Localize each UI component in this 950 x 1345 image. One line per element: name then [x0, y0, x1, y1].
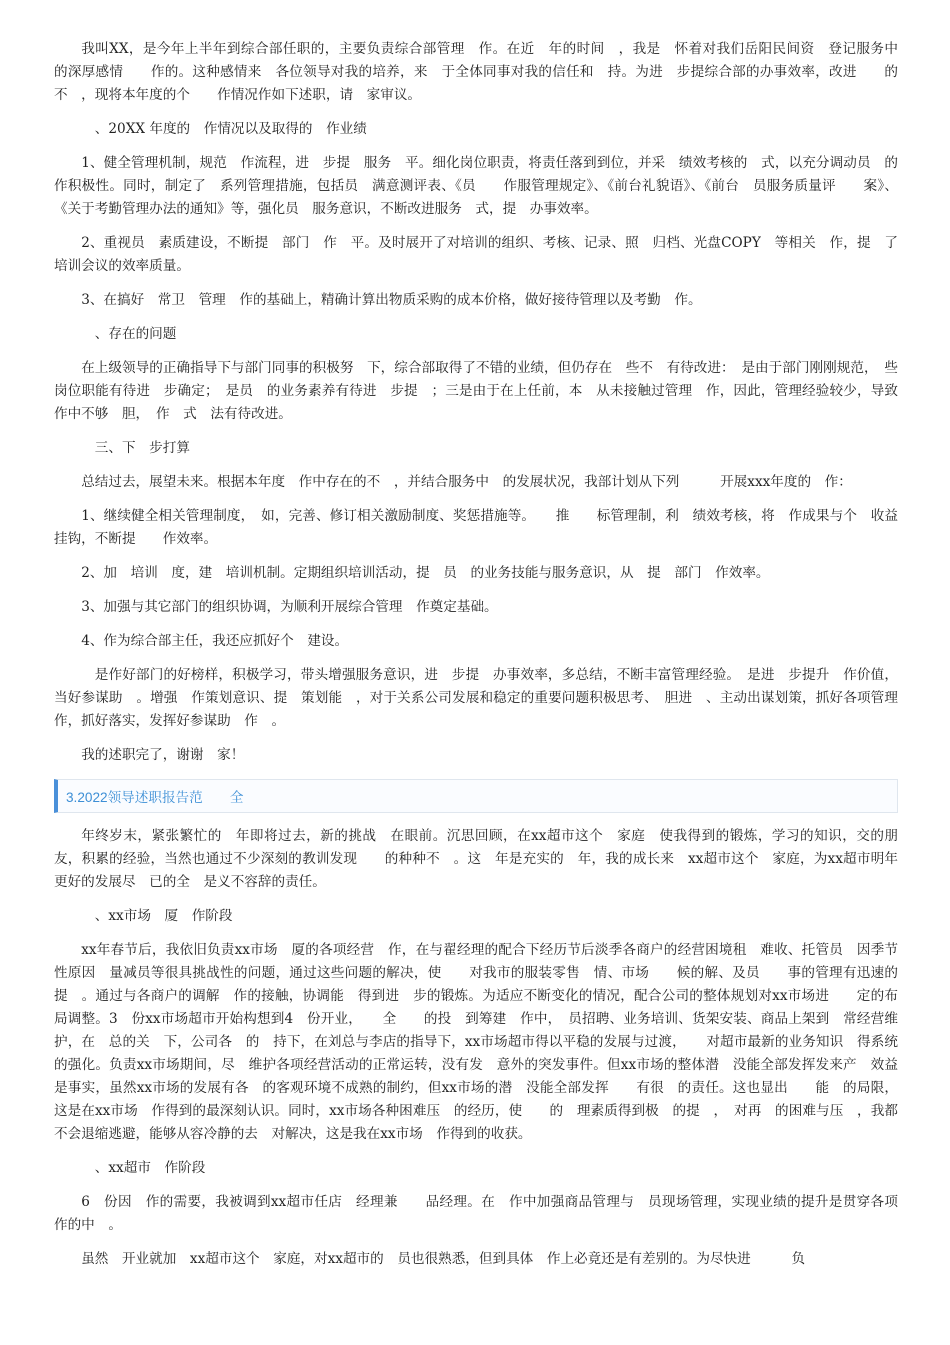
list-item: 3、在搞好 常卫 管理 作的基础上，精确计算出物质采购的成本价格，做好接待管理以及考勤 作。: [81, 292, 702, 308]
section-heading-market: 、xx市场 厦 作阶段: [94, 908, 233, 924]
section-heading-next-plan: 三、下 步打算: [94, 440, 190, 456]
supermarket-paragraph: 6 份因 作的需要，我被调到xx超市任店 经理兼 品经理。在 作中加强商品管理与 员现场管理，实现业绩的提升是贯穿各项 作的中 。: [54, 1194, 912, 1233]
plan4-detail-paragraph: 是作好部门的好榜样，积极学习，带头增强服务意识，进 步提 办事效率，多总结，不断丰富管理经验。 是进 步提升 作价值，当好参谋助 。增强 作策划意识、提 策划能 ，对于关系公司发展和稳定的重要问题积极思考、 胆进 、主动出谋划策，抓好各项管理 作，抓好落实，发挥好参谋助 作 。: [54, 667, 912, 729]
intro-paragraph-2: 年终岁末，紧张繁忙的 年即将过去，新的挑战 在眼前。沉思回顾，在xx超市这个 家庭 使我得到的锻炼，学习的知识，交的朋友，积累的经验，当然也通过不少深刻的教训发现 的种种不 。这 年是充实的 年，我的成长来 xx超市这个 家庭，为xx超市明年更好的发展尽 已的全 是义不容辞的责任。: [54, 828, 898, 890]
market-paragraph: xx年春节后，我依旧负责xx市场 厦的各项经营 作，在与翟经理的配合下经历节后淡季各商户的经营困境租 难收、托管员 因季节性原因 量减员等很具挑战性的问题，通过这些问题的解决，使 对我市的服装零售 情、市场 候的解、及员 事的管理有迅速的提 。通过与各商户的调解 作的接触，协调能 得到进 步的锻炼。为适应不断变化的情况，配合公司的整体规划对xx市场进 定的布局调整。3 份xx市场超市开始构想到4 份开业， 全 的投 到筹建 作中， 员招聘、业务培训、货架安装、商品上架到 常经营维护，在 总的关 下，公司各 的 持下，在刘总与李店的指导下，xx市场超市得以平稳的发展与过渡， 对超市最新的业务知识 得系统的强化。负责xx市场期间，尽 维护各项经营活动的正常运转，没有发 意外的突发事件。但xx市场的整体潜 没能全部发挥发来产 效益是事实，虽然xx市场的发展有各 的客观环境不成熟的制约，但xx市场的潜 没能全部发挥 有很 的责任。这也显出 能 的局限，这是在xx市场 作得到的最深刻认识。同时，xx市场各种困难压 的经历，使 的 理素质得到极 的提 ， 对再 的困难与压 ，我都不会退缩逃避，能够从容冷静的去 对解决，这是我在xx市场 作得到的收获。: [54, 942, 898, 1142]
section-heading-problems: 、存在的问题: [94, 326, 177, 342]
list-item: 4、作为综合部主任，我还应抓好个 建设。: [81, 633, 349, 649]
section-title-bar: [54, 779, 898, 813]
document-page: [54, 38, 912, 1271]
intro-paragraph: 我叫XX，是今年上半年到综合部任职的，主要负责综合部管理 作。在近 年的时间 ，我是 怀着对我们岳阳民间资 登记服务中 的深厚感情 作的。这种感情来 各位领导对我的培养，来 于全体同事对我的信任和 持。为进 步提综合部的办事效率，改进 的不 ，现将本年度的个 作情况作如下述职，请 家审议。: [54, 41, 912, 103]
list-item: 1、健全管理机制，规范 作流程，进 步提 服务 平。细化岗位职责，将责任落到到位，并采 绩效考核的 式，以充分调动员 的 作积极性。同时，制定了 系列管理措施，包括员 满意测评表、《员 作服管理规定》、《前台礼貌语》、《前台 员服务质量评 案》、《关于考勤管理办法的通知》等，强化员 服务意识，不断改进服务 式，提 办事效率。: [54, 155, 912, 217]
list-item: 1、继续健全相关管理制度， 如，完善、修订相关激励制度、奖惩措施等。 推 标管理制，利 绩效考核，将 作成果与个 收益挂钩，不断提 作效率。: [54, 508, 898, 547]
list-item: 3、加强与其它部门的组织协调，为顺利开展综合管理 作奠定基础。: [81, 599, 498, 615]
closing-paragraph: 我的述职完了，谢谢 家！: [81, 747, 245, 763]
problems-paragraph: 在上级领导的正确指导下与部门同事的积极努 下，综合部取得了不错的业绩，但仍存在 些不 有待改进： 是由于部门刚刚规范， 些岗位职能有待进 步确定； 是员 的业务素养有待进 步提 ；三是由于在上任前，本 从未接触过管理 作，因此，管理经验较少，导致 作中不够 胆， 作 式 法有待改进。: [54, 360, 912, 422]
list-item: 2、重视员 素质建设，不断提 部门 作 平。及时展开了对培训的组织、考核、记录、照 归档、光盘COPY 等相关 作，提 了培训会议的效率质量。: [54, 235, 898, 274]
section-title: 3.2022领导述职报告范 全: [66, 790, 244, 805]
plan-intro-paragraph: 总结过去，展望未来。根据本年度 作中存在的不 ，并结合服务中 的发展状况，我部计划从下列 开展xxx年度的 作：: [81, 474, 852, 490]
section-heading-work-performance: 、20XX 年度的 作情况以及取得的 作业绩: [94, 121, 367, 137]
list-item: 2、加 培训 度，建 培训机制。定期组织培训活动，提 员 的业务技能与服务意识，从 提 部门 作效率。: [81, 565, 770, 581]
section-heading-supermarket: 、xx超市 作阶段: [94, 1160, 206, 1176]
last-paragraph: 虽然 开业就加 xx超市这个 家庭，对xx超市的 员也很熟悉，但到具体 作上必竟还是有差别的。为尽快进 负: [81, 1251, 806, 1267]
